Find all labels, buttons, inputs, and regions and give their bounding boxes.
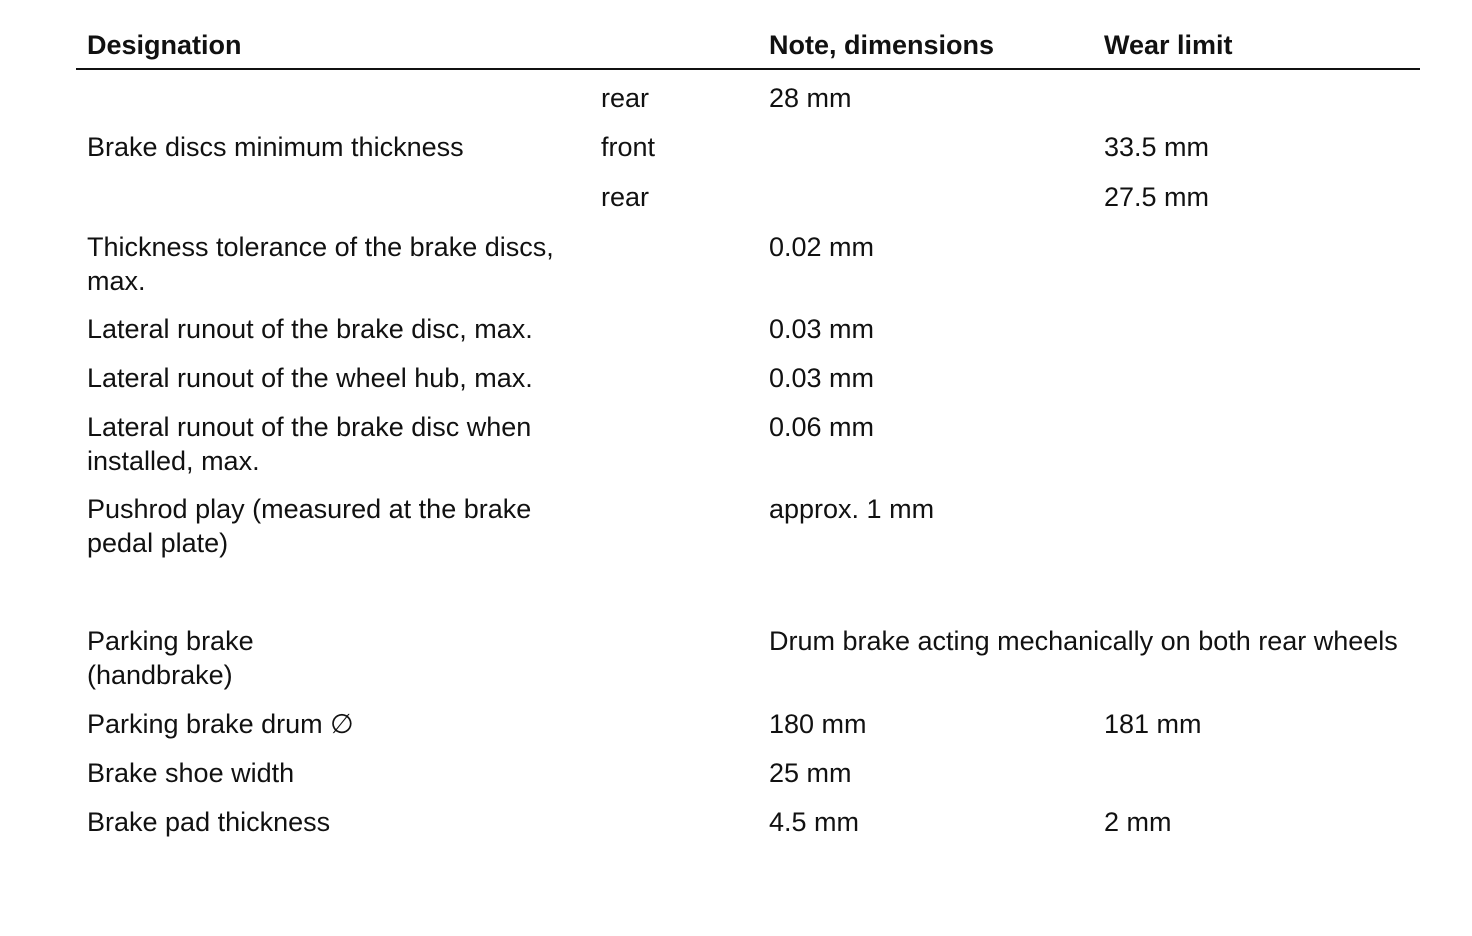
header-note-dimensions: Note, dimensions: [769, 30, 995, 60]
note-dimension-cell: 0.03 mm: [769, 363, 875, 393]
note-dimension-cell: 0.02 mm: [769, 232, 875, 262]
note-dimension-cell: approx. 1 mm: [769, 494, 935, 524]
designation-line: (handbrake): [87, 660, 233, 690]
designation-cell: [87, 130, 464, 164]
designation-line: Brake discs minimum thickness: [87, 132, 464, 162]
designation-cell: [87, 361, 533, 395]
designation-line: Lateral runout of the brake disc when: [87, 412, 532, 442]
designation-cell: [87, 312, 533, 346]
designation-line: Thickness tolerance of the brake discs,: [87, 232, 554, 262]
designation-cell: [87, 230, 554, 298]
wear-limit-cell: 27.5 mm: [1104, 182, 1210, 212]
header-wear-limit: Wear limit: [1104, 30, 1233, 60]
designation-cell: [87, 805, 330, 839]
note-dimension-cell: 180 mm: [769, 709, 867, 739]
designation-cell: [87, 410, 531, 478]
header-rule: [76, 68, 1420, 70]
designation-line: installed, max.: [87, 446, 260, 476]
note-dimension-cell: 0.06 mm: [769, 412, 875, 442]
designation-line: Brake shoe width: [87, 758, 295, 788]
note-dimension-cell: Drum brake acting mechanically on both rear wheels: [769, 626, 1398, 656]
designation-cell: [87, 756, 294, 790]
designation-line: Brake pad thickness: [87, 807, 331, 837]
designation-line: pedal plate): [87, 528, 229, 558]
position-cell: rear: [601, 182, 650, 212]
note-dimension-cell: 4.5 mm: [769, 807, 860, 837]
wear-limit-cell: 181 mm: [1104, 709, 1202, 739]
wear-limit-cell: 2 mm: [1104, 807, 1172, 837]
note-dimension-cell: 25 mm: [769, 758, 852, 788]
note-dimension-cell: 0.03 mm: [769, 314, 875, 344]
designation-line: Lateral runout of the brake disc, max.: [87, 314, 533, 344]
designation-line: max.: [87, 266, 146, 296]
designation-cell: [87, 707, 354, 741]
position-cell: rear: [601, 83, 650, 113]
designation-line: Pushrod play (measured at the brake: [87, 494, 532, 524]
designation-cell: [87, 492, 531, 560]
note-dimension-cell: 28 mm: [769, 83, 852, 113]
designation-cell: [87, 624, 254, 692]
wear-limit-cell: 33.5 mm: [1104, 132, 1210, 162]
designation-line: Lateral runout of the wheel hub, max.: [87, 363, 533, 393]
designation-line: Parking brake: [87, 626, 254, 656]
position-cell: front: [601, 132, 656, 162]
header-designation: Designation: [87, 30, 242, 60]
designation-line: Parking brake drum ∅: [87, 709, 354, 739]
